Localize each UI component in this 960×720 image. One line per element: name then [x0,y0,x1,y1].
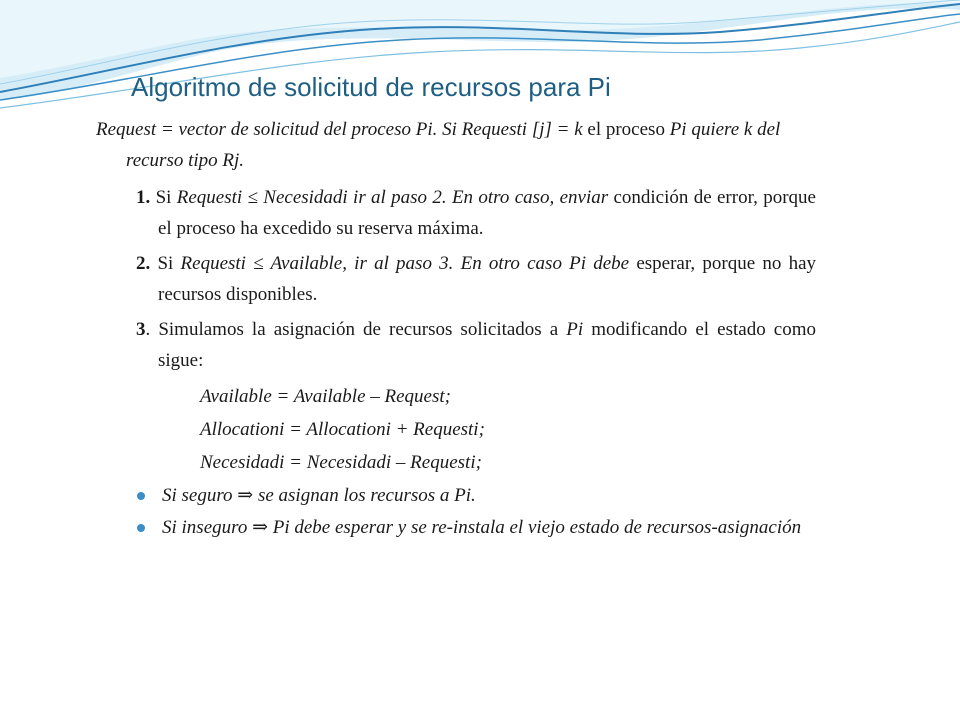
step-lead: Si [150,187,177,208]
slide-content [96,114,816,543]
step-rest: esperar, porque no hay recursos disponibles. [158,253,816,305]
step-rest: condición de error, porque el proceso ha excedido su reserva máxima. [158,187,816,239]
step-lead: Si [150,253,181,274]
step-1 [136,182,816,244]
intro-plain-text: el proceso [582,119,670,140]
step-rest: modificando el estado como sigue: [158,319,816,371]
step-italic: Pi [566,319,584,340]
intro-italic-tail: Pi quiere k del recurso tipo Rj. [126,119,781,171]
bullet-dot-icon [137,524,145,532]
step-3 [136,314,816,376]
step-2 [136,248,816,310]
step-italic: Requesti ≤ Necesidadi ir al paso 2. En otro caso, enviar [176,187,609,208]
step-number: 2. [136,253,151,274]
intro-paragraph [96,114,816,176]
intro-italic-text: Request = vector de solicitud del proceso Pi. Si Requesti [j] = k [96,119,583,140]
bullet-unsafe [162,513,816,543]
step-number: 3 [136,319,146,340]
step-lead: . Simulamos la asignación de recursos solicitados a [145,319,567,340]
bullet-text: Si seguro ⇒ se asignan los recursos a Pi. [162,485,476,506]
formula-available: Available = Available – Request; [200,386,451,407]
slide-title: Algoritmo de solicitud de recursos para Pi [131,72,611,102]
step-number: 1. [136,187,151,208]
formula-allocation: Allocationi = Allocationi + Requesti; [200,419,485,440]
bullet-text: Si inseguro ⇒ Pi debe esperar y se re-instala el viejo estado de recursos-asignación [162,517,802,538]
bullet-dot-icon [137,492,145,500]
bullet-safe [162,481,816,511]
formula-necesidad: Necesidadi = Necesidadi – Requesti; [200,452,482,473]
step-italic: Requesti ≤ Available, ir al paso 3. En otro caso Pi debe [180,253,630,274]
